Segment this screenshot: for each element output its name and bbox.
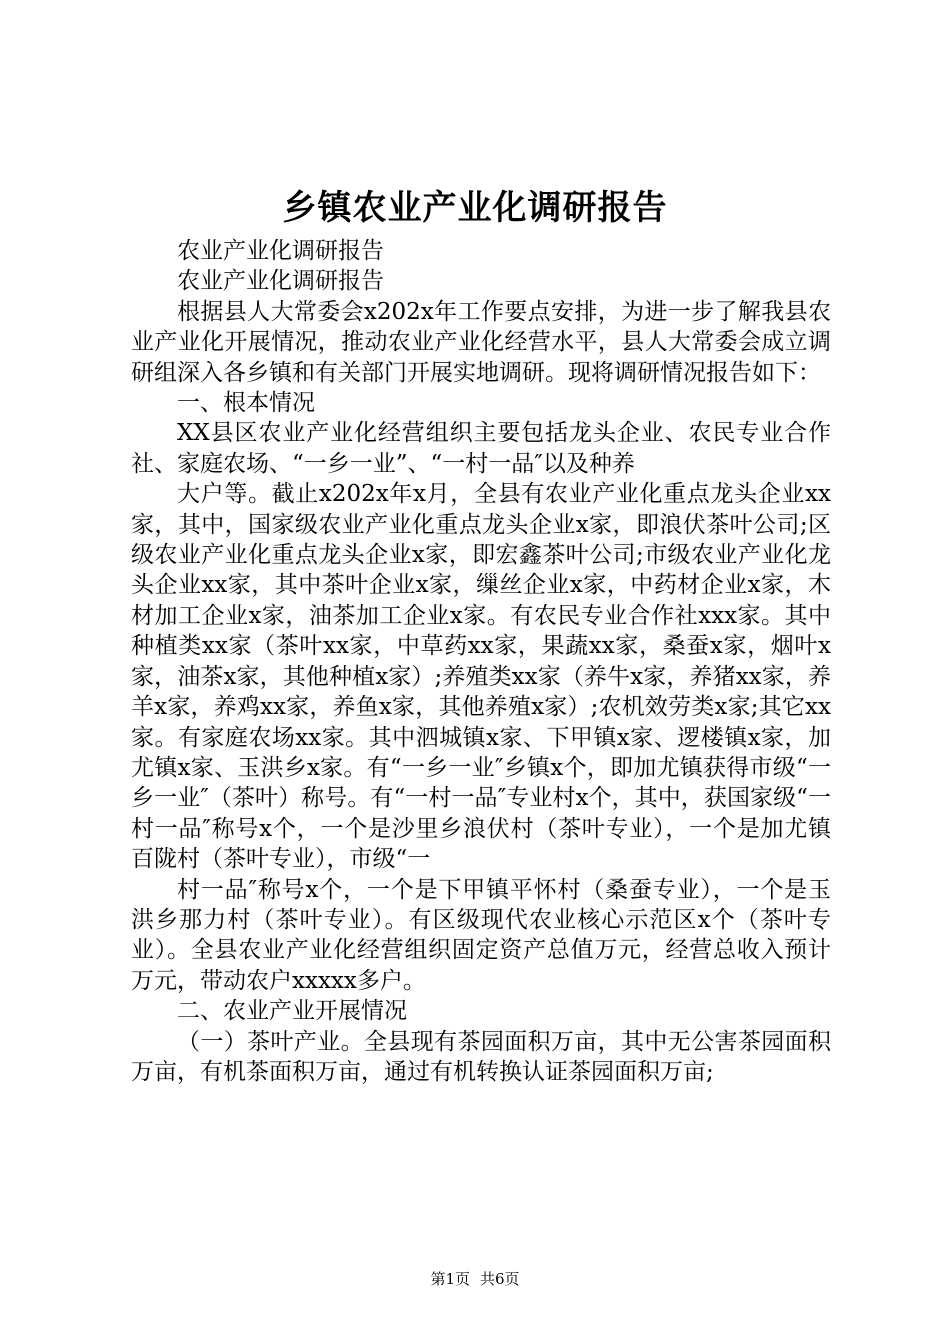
paragraph: 村一品″称号x个，一个是下甲镇平怀村（桑蚕专业），一个是玉洪乡那力村（茶叶专业）。有区级现代农业核心示范区x个（茶叶专业）。全县农业产业化经营组织固定资产总值万元，经营总收入预计万元，带动农户xxxxx多户。 (131, 876, 831, 994)
document-title: 乡镇农业产业化调研报告 (282, 188, 668, 228)
page-total: 共6页 (480, 1270, 520, 1288)
paragraph: （一）茶叶产业。全县现有茶园面积万亩，其中无公害茶园面积万亩，有机茶面积万亩，通过有机转换认证茶园面积万亩; (131, 1028, 831, 1085)
page-number: 第1页 (430, 1270, 470, 1288)
paragraph: 农业产业化调研报告 (177, 238, 384, 264)
paragraph: XX县区农业产业化经营组织主要包括龙头企业、农民专业合作社、家庭农场、“一乡一业”、“一村一品″以及种养 (131, 420, 831, 477)
section-heading: 二、农业产业开展情况 (177, 998, 407, 1025)
document-body (131, 236, 831, 1087)
paragraph: 农业产业化调研报告 (177, 268, 384, 295)
page-footer (0, 1268, 950, 1290)
paragraph: 大户等。截止x202x年x月，全县有农业产业化重点龙头企业xx家，其中，国家级农业产业化重点龙头企业x家，即浪伏茶叶公司;区级农业产业化重点龙头企业x家，即宏鑫茶叶公司;市级农业产业化龙头企业xx家，其中茶叶企业x家，缫丝企业x家，中药材企业x家，木材加工企业x家，油茶加工企业x家。有农民专业合作社xxx家。其中种植类xx家（茶叶xx家，中草药xx家，果蔬xx家，桑蚕x家，烟叶x家，油茶x家，其他种植x家）;养殖类xx家（养牛x家，养猪xx家，养羊x家，养鸡xx家，养鱼x家，其他养殖x家）;农机效劳类x家;其它xx家。有家庭农场xx家。其中泗城镇x家、下甲镇x家、逻楼镇x家，加尤镇x家、玉洪乡x家。有“一乡一业″乡镇x个，即加尤镇获得市级“一乡一业″（茶叶）称号。有“一村一品″专业村x个，其中，获国家级“一村一品″称号x个，一个是沙里乡浪伏村（茶叶专业），一个是加尤镇百陇村（茶叶专业），市级“一 (131, 481, 831, 873)
paragraph: 根据县人大常委会x202x年工作要点安排，为进一步了解我县农业产业化开展情况，推动农业产业化经营水平，县人大常委会成立调研组深入各乡镇和有关部门开展实地调研。现将调研情况报告如下： (131, 298, 831, 386)
section-heading: 一、根本情况 (177, 390, 315, 417)
